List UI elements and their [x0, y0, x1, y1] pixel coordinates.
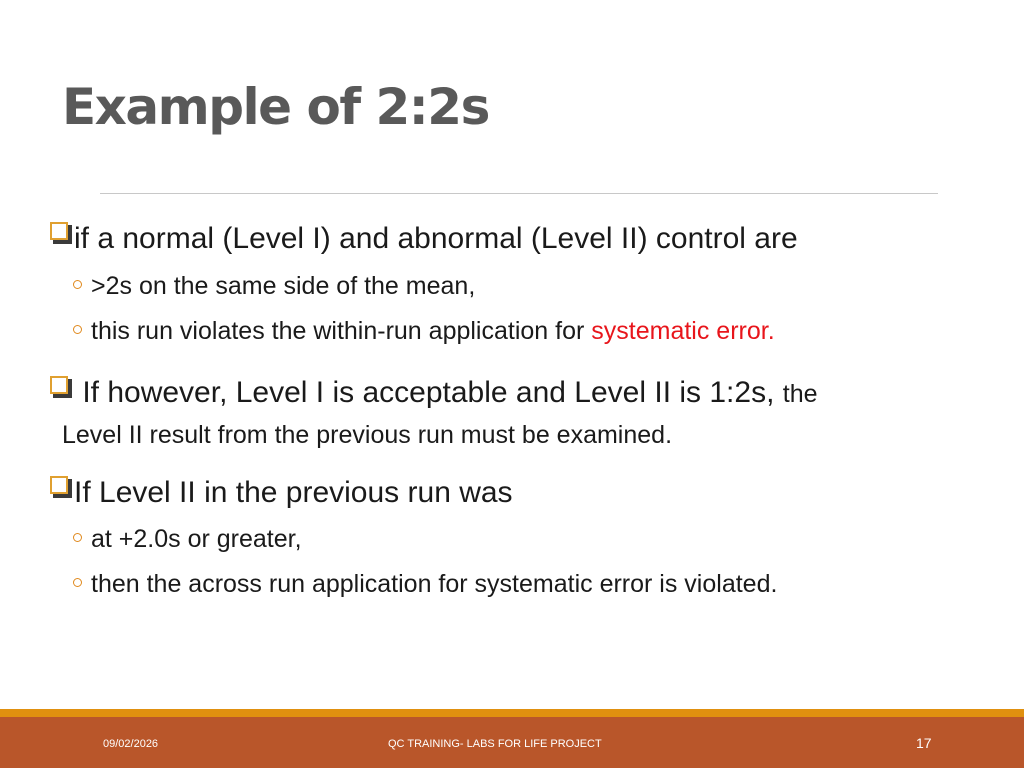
- bullet-2-text: If however, Level I is acceptable and Level II is 1:2s,: [74, 376, 783, 409]
- bullet-2: [50, 376, 818, 411]
- bullet-2-text-small: the: [782, 380, 818, 408]
- footer-title: QC TRAINING- LABS FOR LIFE PROJECT: [388, 738, 602, 750]
- checkbox-square-icon: [50, 222, 72, 244]
- bullet-3-sub-2-text: then the across run application for systematic error is violated.: [91, 570, 778, 598]
- hollow-circle-icon: [73, 578, 82, 587]
- footer-date: 09/02/2026: [103, 738, 159, 750]
- bullet-3-sub-2: [73, 569, 777, 599]
- hollow-circle-icon: [73, 280, 82, 289]
- bullet-1-sub-2-text: this run violates the within-run application for: [91, 317, 592, 345]
- checkbox-square-icon: [50, 376, 72, 398]
- bullet-1-sub-1-text: >2s on the same side of the mean,: [91, 272, 476, 300]
- page-number: 17: [916, 735, 932, 751]
- bullet-1: [50, 222, 798, 256]
- bullet-1-sub-2: [73, 316, 775, 346]
- bullet-3: [50, 476, 513, 510]
- slide-title: Example of 2:2s: [62, 78, 489, 136]
- checkbox-square-icon: [50, 476, 72, 498]
- hollow-circle-icon: [73, 325, 82, 334]
- bullet-1-text: if a normal (Level I) and abnormal (Level II) control are: [74, 222, 798, 255]
- bullet-3-text: If Level II in the previous run was: [74, 476, 513, 509]
- footer-stripe: [0, 709, 1024, 717]
- systematic-error-highlight: systematic error.: [591, 317, 775, 345]
- hollow-circle-icon: [73, 533, 82, 542]
- bullet-2-continuation: Level II result from the previous run must be examined.: [62, 421, 673, 449]
- title-divider: [100, 193, 938, 194]
- bullet-3-sub-1: [73, 524, 302, 554]
- bullet-1-sub-1: [73, 271, 475, 301]
- bullet-3-sub-1-text: at +2.0s or greater,: [91, 525, 302, 553]
